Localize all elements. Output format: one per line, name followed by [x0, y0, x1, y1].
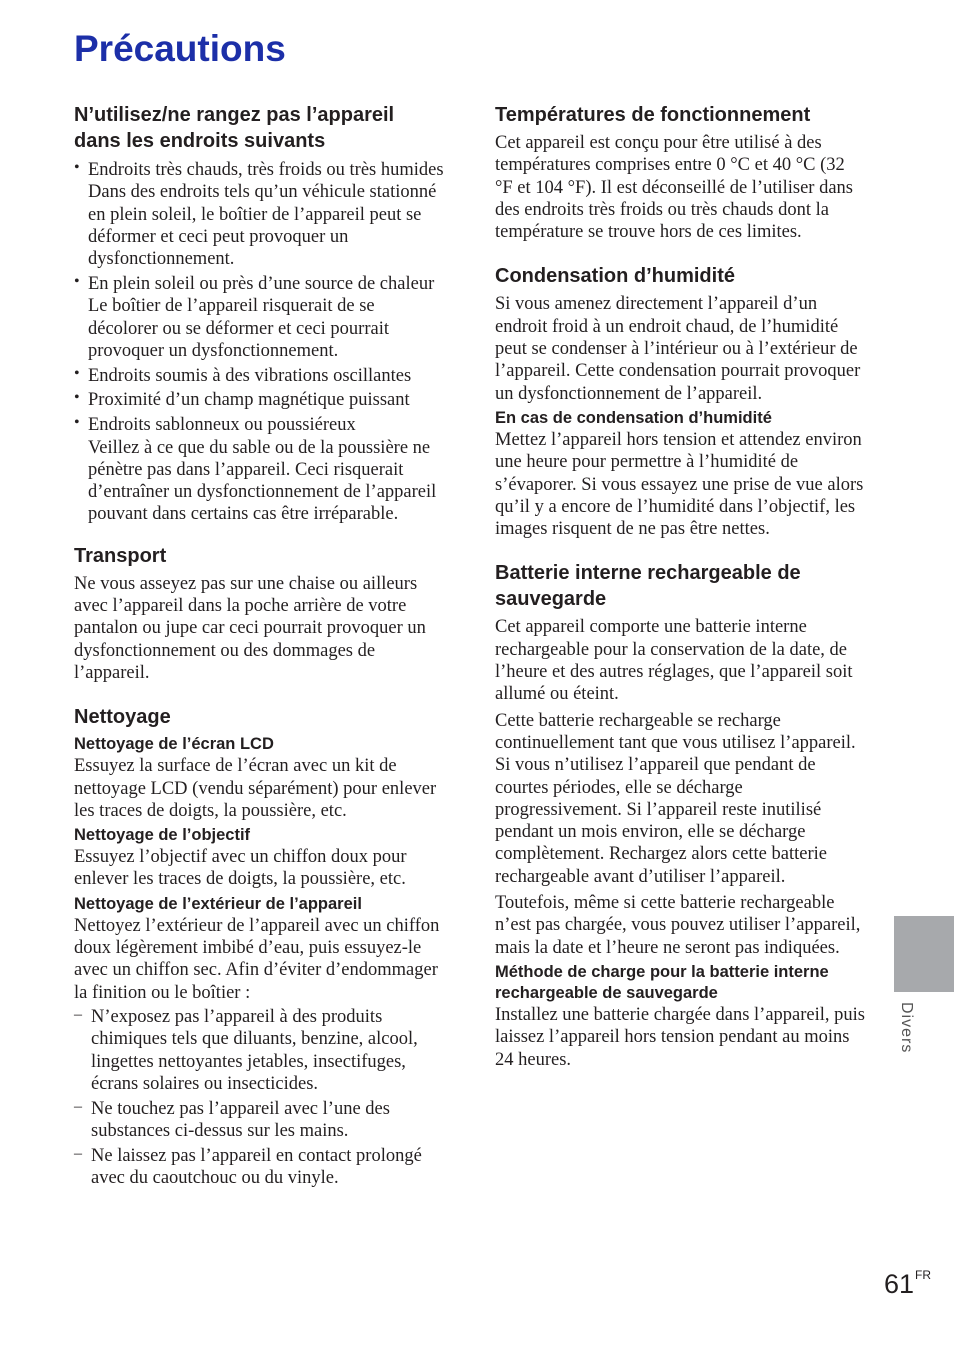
- item-heading: Endroits très chauds, très froids ou très humides: [88, 160, 444, 180]
- section-heading: N’utilisez/ne rangez pas l’appareil dans les endroits suivants: [74, 104, 395, 152]
- dash-marker: –: [74, 1097, 82, 1115]
- bullet-marker: •: [74, 272, 80, 290]
- section-tab-marker: [894, 916, 954, 992]
- right-column: [495, 102, 867, 1088]
- section-storage: [74, 102, 444, 526]
- item-heading: Proximité d’un champ magnétique puissant: [88, 390, 410, 411]
- section-cleaning: [74, 704, 444, 1189]
- item-body: Dans des endroits tels qu’un véhicule stationné en plein soleil, le boîtier de l’appareil peut se déformer et ceci peut provoquer un dysfonctionnement.: [88, 182, 437, 270]
- subsection-heading: Nettoyage de l’écran LCD: [74, 735, 274, 754]
- subsection-heading: Méthode de charge pour la batterie interne rechargeable de sauvegarde: [495, 962, 829, 1002]
- section-text: Ne vous asseyez pas sur une chaise ou ailleurs avec l’appareil dans la poche arrière de votre pantalon ou jupe car ceci pourrait provoquer un dysfonctionnement ou des dommages de l’appareil.: [74, 573, 426, 683]
- list-item: [74, 1145, 444, 1190]
- section-heading: Condensation d’humidité: [495, 265, 735, 288]
- section-text: Essuyez la surface de l’écran avec un kit de nettoyage LCD (vendu séparément) pour enlever les traces de doigts, la poussière, etc.: [74, 756, 437, 821]
- item-heading: Endroits soumis à des vibrations oscillantes: [88, 365, 412, 386]
- section-text: Essuyez l’objectif avec un chiffon doux pour enlever les traces de doigts, la poussière, etc.: [74, 847, 407, 890]
- item-heading: Endroits sablonneux ou poussiéreux: [88, 415, 356, 436]
- bullet-marker: •: [74, 389, 80, 407]
- list-item: [74, 365, 444, 387]
- list-item: [74, 273, 444, 362]
- section-operating-temperature: [495, 102, 867, 243]
- item-body: Veillez à ce que du sable ou de la poussière ne pénètre pas dans l’appareil. Ceci risquerait d’entraîner un dysfonctionnement de l’appareil pouvant dans certains cas être irréparable.: [88, 437, 437, 525]
- list-item: [74, 159, 444, 270]
- section-heading: Nettoyage: [74, 706, 171, 729]
- page-number-value: 61: [884, 1269, 915, 1299]
- list-item: [74, 1098, 444, 1143]
- item-body: Ne laissez pas l’appareil en contact prolongé avec du caoutchouc ou du vinyle.: [91, 1145, 422, 1188]
- dash-marker: –: [74, 1005, 82, 1023]
- section-heading: Transport: [74, 544, 167, 567]
- list-item: [74, 389, 444, 411]
- section-heading: Batterie interne rechargeable de sauvegarde: [495, 562, 801, 611]
- section-text: Mettez l’appareil hors tension et attendez environ une heure pour permettre à l’humidité de s’évaporer. Si vous essayez une prise de vue alors qu’il y a encore de l’humidité dans l’objectif, les images risquent de ne pas être nettes.: [495, 429, 864, 540]
- page-title: Précautions: [74, 28, 286, 69]
- section-text: Installez une batterie chargée dans l’appareil, puis laissez l’appareil hors tension pendant au moins 24 heures.: [495, 1004, 866, 1070]
- subsection-heading: Nettoyage de l’objectif: [74, 826, 251, 845]
- list-item: [74, 414, 444, 525]
- list-item: [74, 1006, 444, 1095]
- page-language: FR: [915, 1268, 932, 1282]
- section-backup-battery: [495, 560, 867, 1070]
- section-heading: Températures de fonctionnement: [495, 104, 811, 126]
- section-transport: [74, 543, 444, 684]
- section-text: Si vous amenez directement l’appareil d’un endroit froid à un endroit chaud, de l’humidité peut se condenser à l’intérieur ou à l’extérieur de l’appareil. Cette condensation pourrait provoquer un dysfonctionnement de l’appareil.: [495, 294, 861, 404]
- bullet-marker: •: [74, 364, 80, 382]
- subsection-heading: Nettoyage de l’extérieur de l’appareil: [74, 894, 362, 913]
- item-body: Le boîtier de l’appareil risquerait de se décolorer ou se déformer et ceci pourrait provoquer un dysfonctionnement.: [88, 296, 389, 361]
- item-body: N’exposez pas l’appareil à des produits chimiques tels que diluants, benzine, alcool, lingettes nettoyantes jetables, insectifuges, écrans solaires ou insecticides.: [91, 1006, 418, 1094]
- item-heading: En plein soleil ou près d’une source de chaleur: [88, 273, 435, 294]
- section-text: Cet appareil comporte une batterie interne rechargeable pour la conservation de la date, de l’heure et des autres réglages, que l’appareil soit allumé ou éteint.: [495, 617, 853, 705]
- dash-marker: –: [74, 1144, 82, 1162]
- section-text: Nettoyez l’extérieur de l’appareil avec un chiffon doux légèrement imbibé d’eau, puis essuyez-le avec un chiffon sec. Afin d’éviter d’endommager la finition ou le boîtier :: [74, 915, 440, 1003]
- section-condensation: [495, 263, 867, 540]
- page-number: [884, 1268, 931, 1300]
- section-text: Cet appareil est conçu pour être utilisé à des températures comprises entre 0 °C et 40 °C (32 °F et 104 °F). Il est déconseillé de l’utiliser dans des endroits très froids ou très chauds dont la température se trouve hors de ces limites.: [495, 133, 854, 243]
- section-text: Cette batterie rechargeable se recharge continuellement tant que vous utilisez l’appareil. Si vous n’utilisez l’appareil que pendant de courtes périodes, elle se décharge progressivement. Si l’appareil reste inutilisé pendant un mois environ, elle se décharge complètement. Rechargez alors cette batterie rechargeable avant d’utiliser l’appareil.: [495, 710, 856, 887]
- dash-list: [74, 1006, 444, 1189]
- side-section-label: Divers: [898, 1002, 915, 1054]
- item-body: Ne touchez pas l’appareil avec l’une des substances ci-dessus sur les mains.: [91, 1098, 390, 1141]
- bullet-marker: •: [74, 159, 80, 176]
- left-column: [74, 102, 444, 1206]
- section-text: Toutefois, même si cette batterie rechargeable n’est pas chargée, vous pouvez utiliser l’appareil, mais la date et l’heure ne seront pas indiquées.: [495, 893, 861, 958]
- subsection-heading: En cas de condensation d’humidité: [495, 408, 772, 427]
- bullet-marker: •: [74, 414, 80, 432]
- bullet-list: [74, 159, 444, 526]
